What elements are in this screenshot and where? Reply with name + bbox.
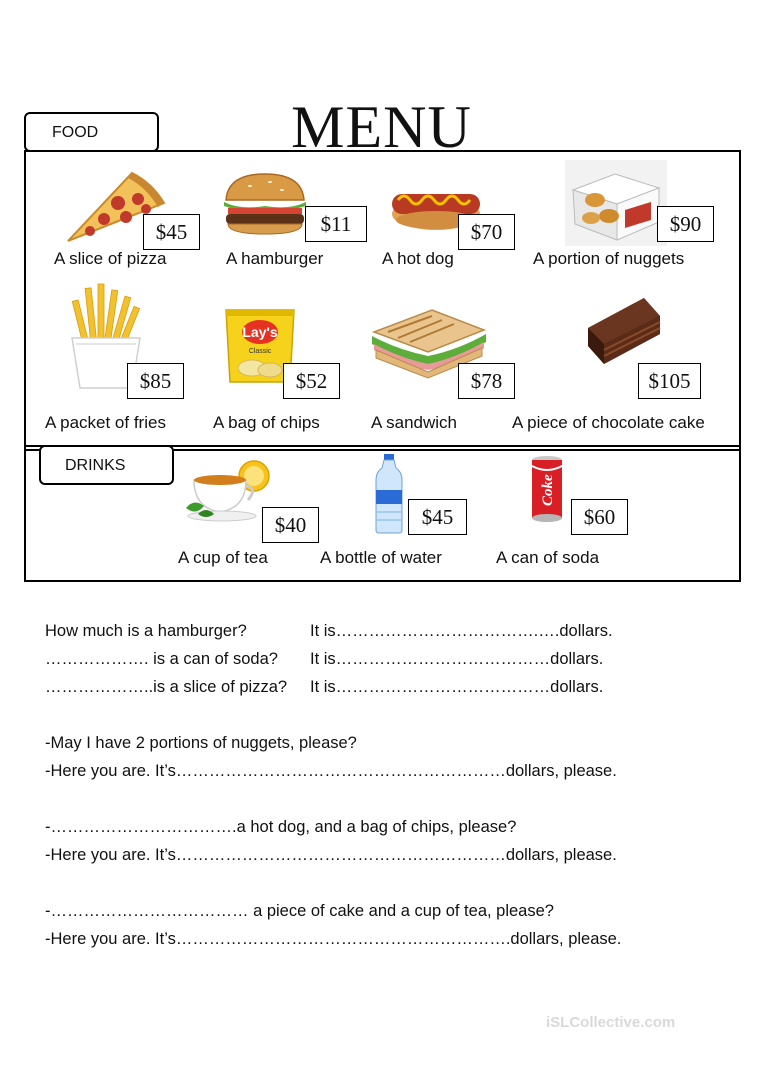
question-1-left: How much is a hamburger? xyxy=(45,622,247,640)
question-3-left: ………………..is a slice of pizza? xyxy=(45,678,288,696)
dialogue-1-question: -May I have 2 portions of nuggets, please? xyxy=(45,734,357,752)
drink-item-name: A bottle of water xyxy=(320,548,442,567)
price-box: $52 xyxy=(283,363,340,399)
chocolate-cake-icon xyxy=(584,294,664,368)
price-box: $40 xyxy=(262,507,319,543)
nuggets-box-icon xyxy=(565,160,667,246)
chips-sub-text: Classic xyxy=(248,348,272,355)
price-box: $105 xyxy=(638,363,701,399)
food-item-name: A slice of pizza xyxy=(54,249,167,268)
water-bottle-icon xyxy=(374,454,404,534)
food-item-name: A sandwich xyxy=(371,413,457,432)
price-box: $60 xyxy=(571,499,628,535)
watermark: iSLCollective.com xyxy=(546,1014,676,1031)
food-item-name: A piece of chocolate cake xyxy=(512,413,705,432)
drink-item-name: A cup of tea xyxy=(178,548,268,567)
price-box: $78 xyxy=(458,363,515,399)
price-box: $70 xyxy=(458,214,515,250)
price-box: $45 xyxy=(408,499,467,535)
price-box: $85 xyxy=(127,363,184,399)
chips-brand-text: Lay's xyxy=(242,324,278,340)
menu-title: MENU xyxy=(291,94,472,160)
drinks-section-tab xyxy=(39,445,174,485)
hamburger-icon xyxy=(220,170,310,238)
soda-brand-text: Coke xyxy=(540,474,556,506)
food-item-name: A bag of chips xyxy=(213,413,320,432)
dialogue-3-answer: -Here you are. It’s…………………………………………………….dollars, please. xyxy=(45,930,622,948)
dialogue-3-question: -……………………………… a piece of cake and a cup of tea, please? xyxy=(45,902,554,920)
food-section-label: FOOD xyxy=(52,124,99,141)
food-item-name: A hamburger xyxy=(226,249,324,268)
food-section-tab xyxy=(24,112,159,152)
price-box: $11 xyxy=(305,206,367,242)
question-3-right: It is…………………………………dollars. xyxy=(310,678,604,696)
food-item-name: A hot dog xyxy=(382,249,454,268)
drink-item-name: A can of soda xyxy=(496,548,600,567)
tea-cup-icon xyxy=(184,458,272,524)
question-1-right: It is……………………………….….dollars. xyxy=(310,622,613,640)
dialogue-2-answer: -Here you are. It’s……………………………………………………dollars, please. xyxy=(45,846,617,864)
question-2-right: It is…………………………………dollars. xyxy=(310,650,604,668)
dialogue-2-question: -…………………………….a hot dog, and a bag of chips, please? xyxy=(45,818,517,836)
price-box: $90 xyxy=(657,206,714,242)
drinks-section-label: DRINKS xyxy=(65,457,126,474)
soda-can-icon xyxy=(528,454,566,524)
question-2-left: ………………. is a can of soda? xyxy=(45,650,278,668)
food-item-name: A portion of nuggets xyxy=(533,249,685,268)
food-item-name: A packet of fries xyxy=(45,413,166,432)
dialogue-1-answer: -Here you are. It’s……………………………………………………dollars, please. xyxy=(45,762,617,780)
price-box: $45 xyxy=(143,214,200,250)
